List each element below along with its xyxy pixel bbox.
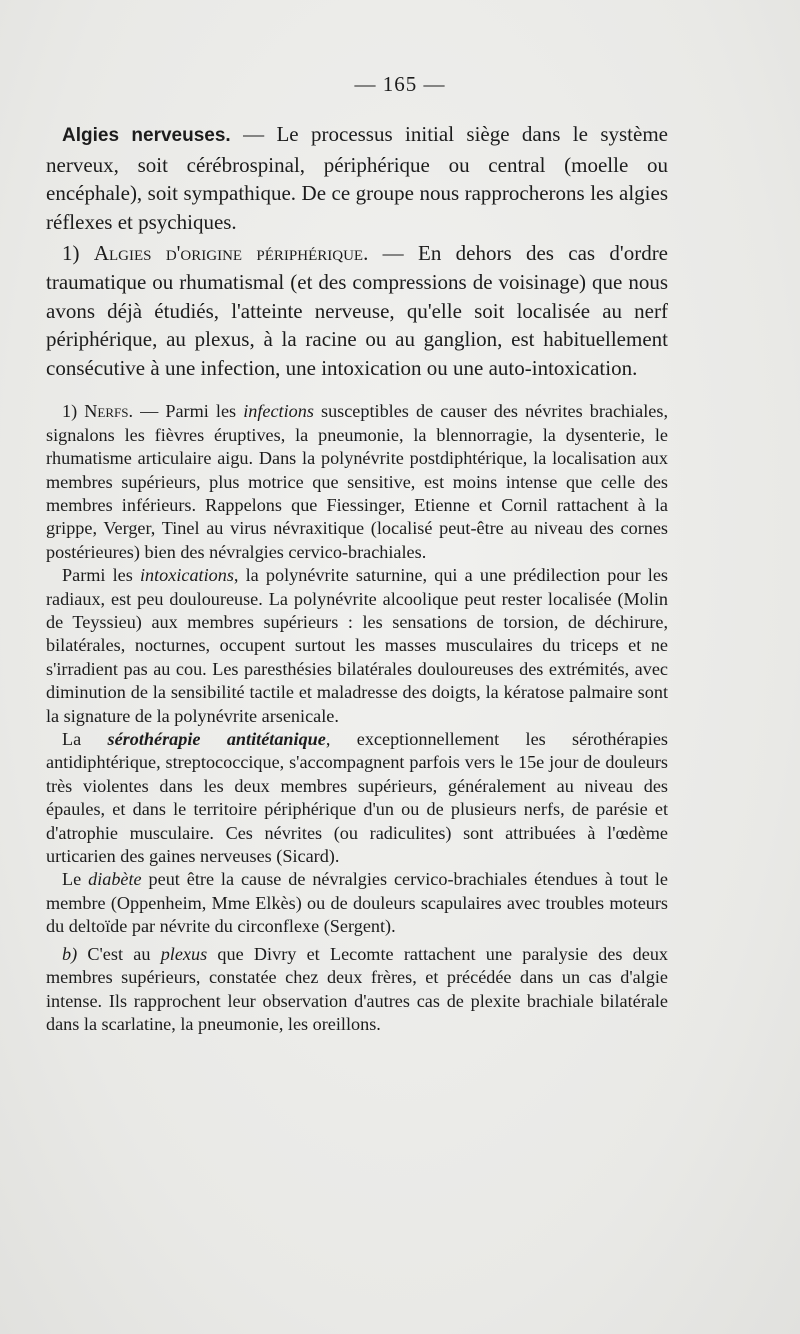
emphasized-term: sérothérapie antitétanique bbox=[107, 729, 326, 750]
page-number: — 165 — bbox=[354, 72, 446, 96]
paragraph-intoxications bbox=[46, 564, 668, 728]
paragraph-text: C'est au bbox=[77, 943, 161, 964]
subsection-number: 1) bbox=[62, 401, 78, 422]
paragraph-text: que Divry et Lecomte rattachent une paralysie des deux membres supérieurs, constatée chez deux frères, et précédée dans un cas d'algie intense. Ils rapprochent leur observation d'autres cas de plexite brachiale bilatérale dans la scarlatine, la pneumonie, les oreillons. bbox=[46, 943, 669, 1034]
paragraph-algies-nerveuses bbox=[46, 120, 668, 236]
emphasized-term: intoxications bbox=[139, 565, 234, 586]
paragraph-plexus bbox=[46, 943, 668, 1037]
paragraph-text: peut être la cause de névralgies cervico-brachiales étendues à tout le membre (Oppenheim, Mme Elkès) ou de douleurs scapulaires avec troubles moteurs du deltoïde par névrite du circonflexe (Sergent). bbox=[46, 869, 668, 937]
paragraph-text: — En dehors des cas d'ordre traumatique ou rhumatismal (et des compressions de voisinage) que nous avons déjà étudiés, l'atteinte nerveuse, qu'elle soit localisée au nerf périphérique, au plexus, à la racine ou au ganglion, est habituellement consécutive à une infection, une intoxication ou une auto-intoxication. bbox=[46, 241, 669, 380]
section-title: Algies d'origine périphérique. bbox=[93, 241, 369, 266]
paragraph-text: Le bbox=[62, 869, 89, 890]
body-text bbox=[46, 120, 668, 1036]
paragraph-nerfs bbox=[46, 400, 668, 564]
paragraph-origine-peripherique bbox=[46, 239, 668, 382]
emphasized-term: infections bbox=[243, 401, 314, 422]
paragraph-text: La bbox=[62, 729, 108, 750]
paragraph-text: , exceptionnellement les sérothérapies antidiphtérique, streptococcique, s'accompagnent parfois vers le 15e jour de douleurs très violentes dans les deux membres supérieurs, généralement au niveau des épaules, et dans le territoire périphérique d'un ou de plusieurs nerfs, de parésie et d'atrophie musculaire. Ces névrites (ou radiculites) sont attribuées à l'œdème urticarien des gaines nerveuses (Sicard). bbox=[46, 729, 669, 867]
paragraph-text: , la polynévrite saturnine, qui a une prédilection pour les radiaux, est peu douloureuse. La polynévrite alcoolique peut rester localisée (Molin de Teyssieu) aux membres supérieurs : les sensations de torsion, de déchirure, bilatérales, nocturnes, occupent surtout les masses musculaires du triceps et ne s'irradient pas au cou. Les paresthésies bilatérales douloureuses des extrémités, avec diminution de la sensibilité tactile et maladresse des doigts, la kératose palmaire sont la signature de la polynévrite arsenicale. bbox=[46, 565, 668, 726]
emphasized-term: plexus bbox=[160, 943, 208, 964]
section-number: 1) bbox=[62, 241, 80, 266]
paragraph-text: — Parmi les bbox=[133, 401, 244, 422]
paragraph-diabete bbox=[46, 868, 668, 938]
section-heading: Algies nerveuses. bbox=[62, 125, 231, 146]
paragraph-text: — Le processus initial siège dans le système nerveux, soit cérébrospinal, périphérique ou central (moelle ou encéphale), soit sympathique. De ce groupe nous rapprocherons les algies réflexes et psychiques. bbox=[46, 122, 668, 234]
subsection-letter: b) bbox=[62, 943, 78, 964]
paragraph-text: Parmi les bbox=[62, 565, 140, 586]
paragraph-text: susceptibles de causer des névrites brachiales, signalons les fièvres éruptives, la pneumonie, la blennorragie, la dysenterie, le rhumatisme articulaire aigu. Dans la polynévrite postdiphtérique, la localisation aux membres supérieurs, plus motrice que sensitive, est moins intense que celle des membres inférieurs. Rappelons que Fiessinger, Etienne et Cornil rattachent à la grippe, Verger, Tinel au virus névraxitique (localisé peut-être au niveau des cornes postérieures) bien des névralgies cervico-brachiales. bbox=[46, 401, 668, 562]
subsection-title: Nerfs. bbox=[84, 401, 134, 422]
emphasized-term: diabète bbox=[88, 869, 142, 890]
paragraph-serotherapie bbox=[46, 728, 668, 868]
